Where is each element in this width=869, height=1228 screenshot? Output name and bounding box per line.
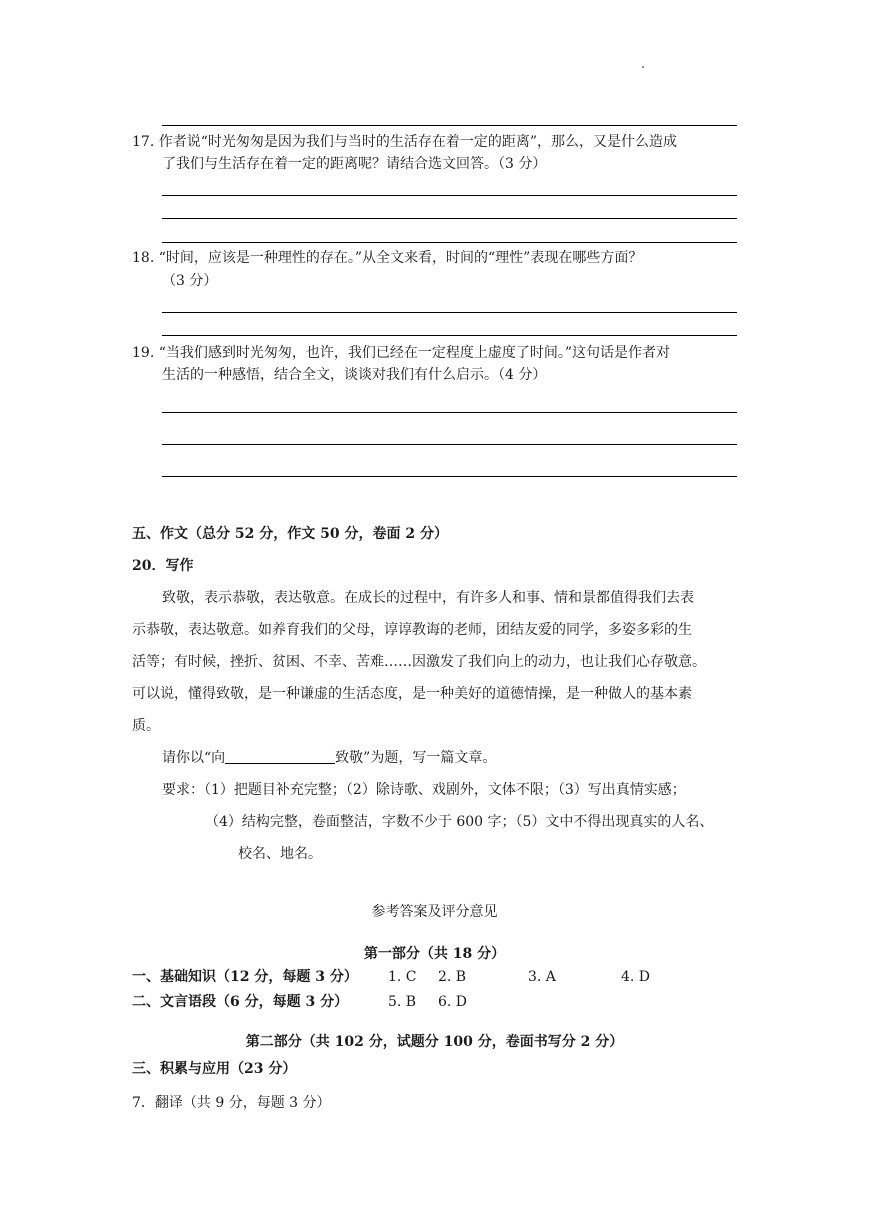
answer-item: 5. B [388,994,417,1010]
q20-title: 20．写作 [132,558,194,574]
q18-line1: 18. “时间，应该是一种理性的存在。”从全文来看，时间的“理性”表现在哪些方面？ [132,250,643,266]
answer-item: 2. B [438,969,467,985]
essay-para-line: 示恭敬，表达敬意。如养育我们的父母，谆谆教诲的老师，团结友爱的同学，多姿多彩的生 [132,622,692,638]
essay-requirement-line3: 校名、地名。 [238,846,322,862]
answer-line [162,476,737,477]
essay-para-line: 活等；有时候，挫折、贫困、不幸、苦难……因激发了我们向上的动力，也让我们心存敬意。 [132,654,706,670]
answer-line [162,312,737,313]
q19-line2: 生活的一种感悟，结合全文，谈谈对我们有什么启示。（4 分） [162,367,547,383]
answer-line [162,195,737,196]
section5-title: 五、作文（总分 52 分，作文 50 分，卷面 2 分） [132,526,448,542]
answer-line [162,335,737,336]
q19-line1: 19. “当我们感到时光匆匆，也许，我们已经在一定程度上虚度了时间。”这句话是作者对 [132,345,671,361]
essay-prompt-after: 致敬”为题，写一篇文章。 [335,750,497,766]
answer-row2-label: 二、文言语段（6 分，每题 3 分） [132,994,349,1010]
q17-line1: 17. 作者说“时光匆匆是因为我们与当时的生活存在着一定的距离”，那么，又是什么造成 [132,134,678,150]
section3-title: 三、积累与应用（23 分） [132,1061,297,1077]
answer-item: 1. C [388,969,417,985]
part2-title: 第二部分（共 102 分，试题分 100 分，卷面书写分 2 分） [245,1034,624,1050]
answer-item: 4. D [621,969,651,985]
title-blank [225,747,335,764]
q7-title: 7．翻译（共 9 分，每题 3 分） [132,1095,331,1111]
essay-requirement-line1: 要求：（1）把题目补充完整；（2）除诗歌、戏剧外，文体不限；（3）写出真情实感； [162,782,686,798]
page-mark-dot [642,66,644,68]
essay-prompt [162,747,496,769]
answer-line [162,242,737,243]
answer-line [162,125,737,126]
q17-line2: 了我们与生活存在着一定的距离呢？请结合选文回答。（3 分） [162,156,547,172]
essay-requirement-line2: （4）结构完整，卷面整洁，字数不少于 600 字；（5）文中不得出现真实的人名、 [205,814,714,830]
q18-line2: （3 分） [162,273,218,289]
answer-row1-label: 一、基础知识（12 分，每题 3 分） [132,969,358,985]
answer-line [162,218,737,219]
answer-line [162,444,737,445]
essay-para-line: 致敬，表示恭敬，表达敬意。在成长的过程中，有许多人和事、情和景都值得我们去表 [162,590,694,606]
answer-item: 6. D [438,994,468,1010]
essay-prompt-before: 请你以“向 [162,750,226,766]
part1-title: 第一部分（共 18 分） [363,946,506,962]
answers-heading: 参考答案及评分意见 [371,904,498,920]
essay-para-line: 质。 [132,718,160,734]
answer-line [162,412,737,413]
essay-para-line: 可以说，懂得致敬，是一种谦虚的生活态度，是一种美好的道德情操，是一种做人的基本素 [132,686,692,702]
answer-item: 3. A [528,969,556,985]
